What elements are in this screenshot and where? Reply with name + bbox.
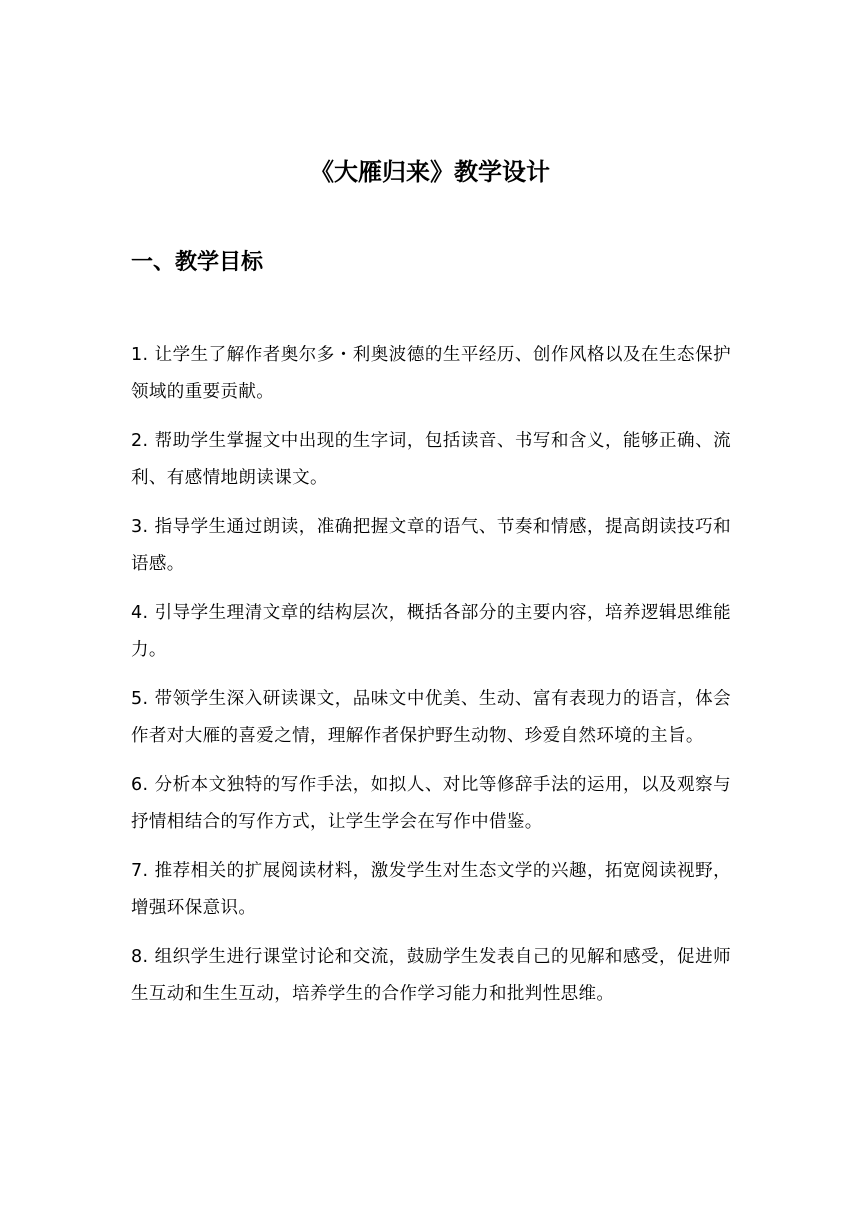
objective-text: 推荐相关的扩展阅读材料，激发学生对生态文学的兴趣，拓宽阅读视野，增强环保意识。 <box>131 861 731 918</box>
objective-text: 组织学生进行课堂讨论和交流，鼓励学生发表自己的见解和感受，促进师生互动和生生互动，培养学生的合作学习能力和批判性思维。 <box>131 947 731 1004</box>
objective-item <box>131 853 731 927</box>
objective-number: 8. <box>131 947 149 967</box>
objective-number: 2. <box>131 431 149 451</box>
objective-text: 引导学生理清文章的结构层次，概括各部分的主要内容，培养逻辑思维能力。 <box>131 603 731 660</box>
objective-item <box>131 337 731 411</box>
objective-text: 分析本文独特的写作手法，如拟人、对比等修辞手法的运用，以及观察与抒情相结合的写作方式，让学生学会在写作中借鉴。 <box>131 775 731 832</box>
objective-item <box>131 939 731 1013</box>
objective-number: 6. <box>131 775 149 795</box>
objective-text: 让学生了解作者奥尔多・利奥波德的生平经历、创作风格以及在生态保护领域的重要贡献。 <box>131 345 731 402</box>
objective-number: 1. <box>131 345 149 365</box>
objective-text: 带领学生深入研读课文，品味文中优美、生动、富有表现力的语言，体会作者对大雁的喜爱之情，理解作者保护野生动物、珍爱自然环境的主旨。 <box>131 689 731 746</box>
objective-number: 4. <box>131 603 149 623</box>
objective-text: 帮助学生掌握文中出现的生字词，包括读音、书写和含义，能够正确、流利、有感情地朗读课文。 <box>131 431 731 488</box>
document-title: 《大雁归来》教学设计 <box>310 158 550 186</box>
objective-number: 3. <box>131 517 149 537</box>
objective-item <box>131 681 731 755</box>
objectives-list <box>131 337 731 1025</box>
objective-item <box>131 595 731 669</box>
objective-item <box>131 423 731 497</box>
objective-text: 指导学生通过朗读，准确把握文章的语气、节奏和情感，提高朗读技巧和语感。 <box>131 517 731 574</box>
section-heading: 一、教学目标 <box>131 250 264 275</box>
objective-number: 7. <box>131 861 149 881</box>
objective-item <box>131 509 731 583</box>
objective-number: 5. <box>131 689 149 709</box>
objective-item <box>131 767 731 841</box>
